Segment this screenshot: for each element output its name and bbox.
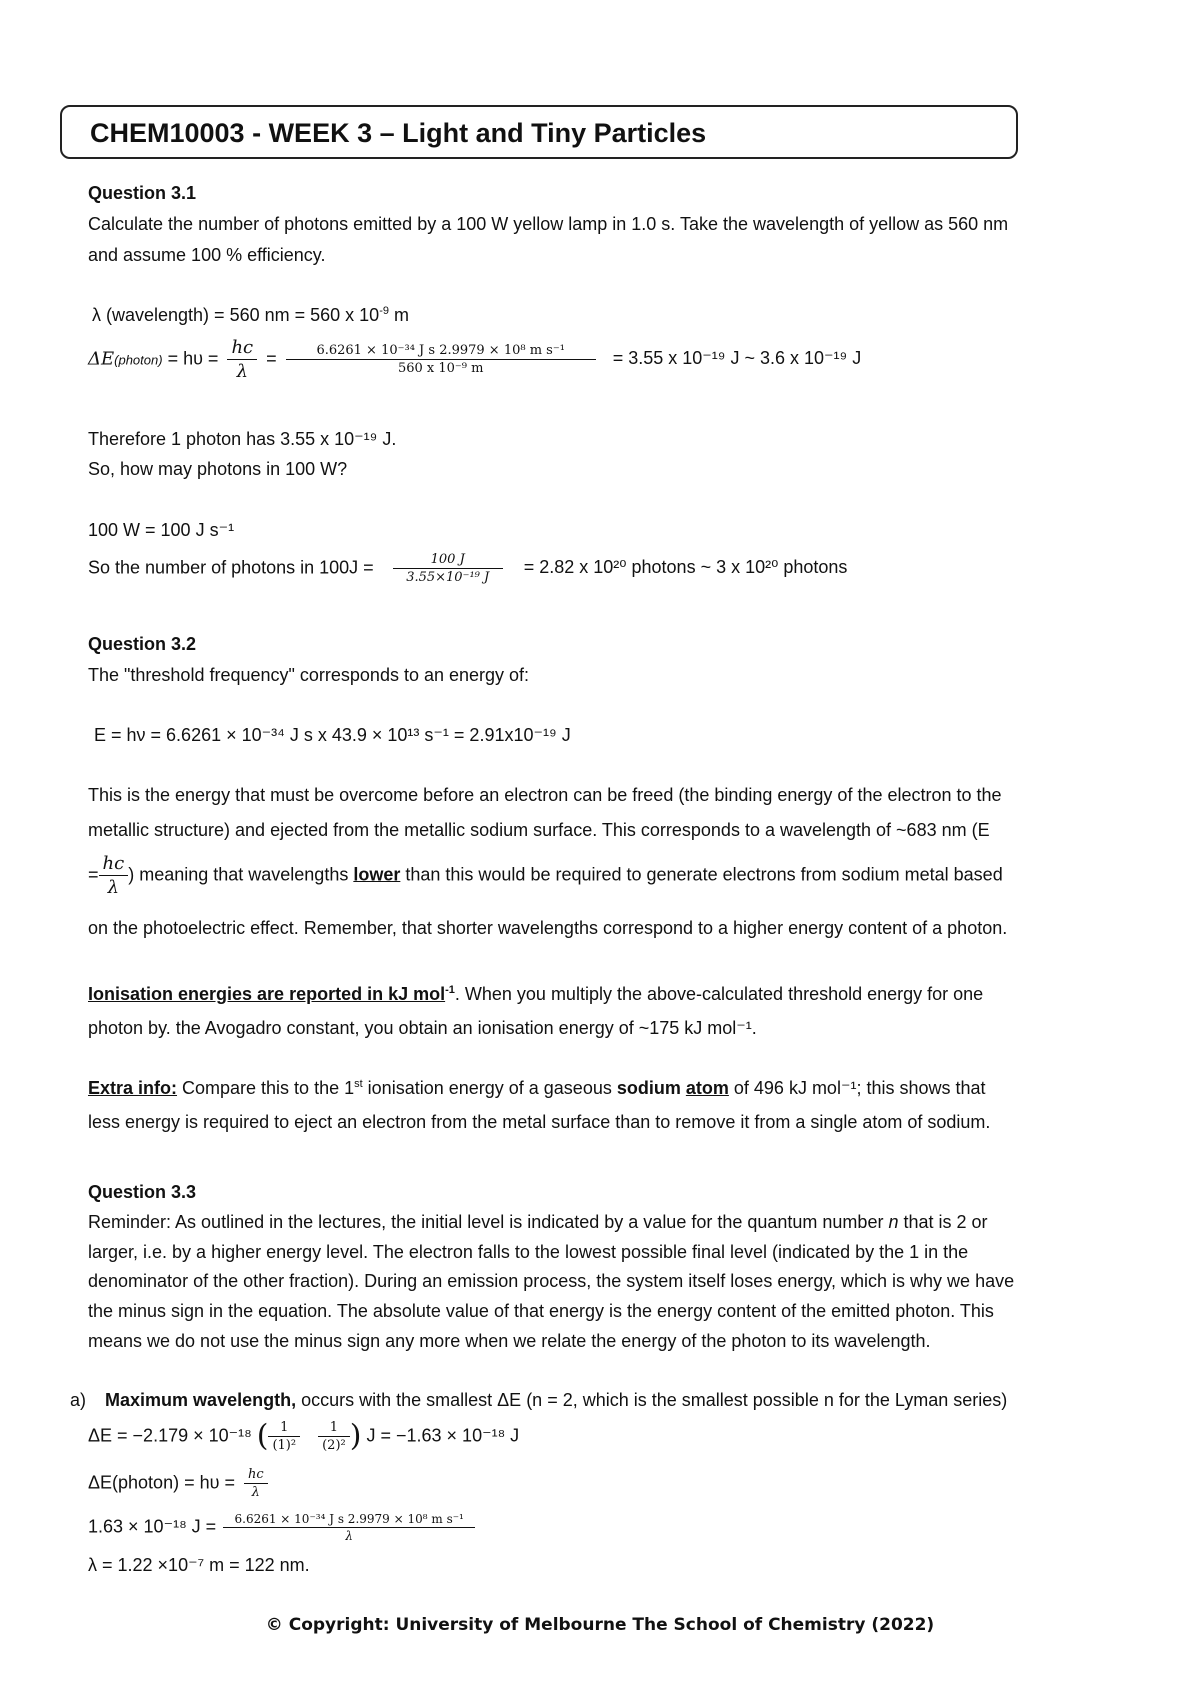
- q32-extra-label: Extra info:: [88, 1078, 178, 1098]
- q32-p3-b: ) meaning that wavelengths: [128, 864, 354, 885]
- q31-energy-equation: ΔE(photon) = hυ = $\frac{hc}{\lambda}$ = $\frac{\text{6.6261 × 10⁻³⁴ J s 2.9979 × 10⁸ m s⁻¹}}{\text{560 x 10⁻⁹ m}}$ = 3.55 x 10⁻¹⁹ J ~ 3.6 x 10⁻¹⁹ J: [88, 337, 862, 382]
- q33-f1-num: 1: [268, 1420, 300, 1437]
- q33-a-bold: Maximum wavelength,: [105, 1390, 297, 1410]
- q33-reminder-5: means we do not use the minus sign any more when we relate the energy of the photon to its wavelength.: [88, 1331, 931, 1351]
- question-3-2-heading: Question 3.2: [88, 634, 197, 654]
- q31-text-2: and assume 100 % efficiency.: [88, 245, 326, 265]
- q32-p3-eq: =: [88, 864, 99, 885]
- q32-extra-c: of 496 kJ mol⁻¹; this shows that: [728, 1078, 986, 1098]
- question-3-1-heading: Question 3.1: [88, 183, 197, 203]
- q31-number-num: 100 J: [393, 552, 503, 569]
- q32-ion-bold: Ionisation energies are reported in kJ mol: [88, 984, 446, 1004]
- q32-hc-fraction: [99, 853, 129, 898]
- q33-hc-den: λ: [251, 1485, 260, 1500]
- q33-energy-num: 6.6261 × 10⁻³⁴ J s 2.9979 × 10⁸ m s⁻¹: [223, 1512, 475, 1528]
- q32-hc-den: λ: [107, 877, 120, 898]
- q33-reminder-4: the minus sign in the equation. The absolute value of that energy is the energy content of the emitted photon. This: [88, 1301, 994, 1321]
- q31-de-sub: (photon): [114, 352, 163, 368]
- q32-hc-num: hc: [99, 853, 129, 876]
- q31-therefore: Therefore 1 photon has 3.55 x 10⁻¹⁹ J.: [88, 429, 397, 449]
- q33-a-label: a): [70, 1390, 87, 1410]
- q32-p3-c: than this would be required to generate electrons from sodium metal based: [400, 864, 1003, 885]
- q33-r1n: n: [888, 1212, 899, 1232]
- q33-de-eq1: ΔE = −2.179 × 10⁻¹⁸: [88, 1425, 252, 1446]
- q33-hc-fraction: [244, 1467, 268, 1500]
- q33-a-rest: occurs with the smallest ΔE (n = 2, which is the smallest possible n for the Lyman series): [296, 1390, 1008, 1410]
- q33-f2-den: (2)²: [322, 1438, 346, 1453]
- q31-number-den: 3.55×10⁻¹⁹ J: [406, 570, 490, 585]
- title-box: [60, 105, 1018, 159]
- q32-lower: lower: [353, 864, 401, 885]
- q32-extra-a: Compare this to the 1: [177, 1078, 355, 1098]
- q32-ionisation-line-2: photon by. the Avogadro constant, you obtain an ionisation energy of ~175 kJ mol⁻¹.: [88, 1018, 757, 1038]
- q33-lambda-result: λ = 1.22 ×10⁻⁷ m = 122 nm.: [88, 1555, 310, 1575]
- q33-de-equation: ΔE = −2.179 × 10⁻¹⁸ ( $\frac{1}{\text{(1)²}}$ $\frac{1}{\text{(2)²}}$ ) J = −1.63 × 10⁻¹⁸ J: [88, 1418, 520, 1454]
- q32-extra-st: st: [354, 1078, 363, 1090]
- q31-watt: 100 W = 100 J s⁻¹: [88, 520, 235, 540]
- q33-r1a: Reminder: As outlined in the lectures, the initial level is indicated by a value for the quantum number: [88, 1212, 889, 1232]
- question-3-3-heading: Question 3.3: [88, 1182, 197, 1202]
- q32-extra-b: ionisation energy of a gaseous: [362, 1078, 617, 1098]
- q33-r1b: that is 2 or: [898, 1212, 988, 1232]
- page-title: CHEM10003 - WEEK 3 – Light and Tiny Particles: [90, 118, 707, 148]
- q33-f2-num: 1: [318, 1420, 350, 1437]
- q33-photon-equation: [88, 1467, 272, 1500]
- q33-de-photon: ΔE(photon) = hυ =: [88, 1472, 235, 1493]
- q33-reminder-2: larger, i.e. by a higher energy level. The electron falls to the lowest possible final level (indicated by the 1 in the: [88, 1242, 969, 1262]
- q31-lambda-text: λ (wavelength) = 560 nm = 560 x 10: [92, 305, 380, 325]
- q33-hc-num: hc: [244, 1467, 268, 1484]
- q32-sodium: sodium: [616, 1078, 681, 1098]
- q32-paragraph-2: metallic structure) and ejected from the metallic sodium surface. This corresponds to a wavelength of ~683 nm (E: [88, 820, 990, 840]
- q31-so-how: So, how may photons in 100 W?: [88, 459, 348, 479]
- q32-atom: atom: [685, 1078, 729, 1098]
- q33-energy-label: 1.63 × 10⁻¹⁸ J =: [88, 1516, 217, 1537]
- q31-number-fraction: [393, 552, 503, 585]
- q31-hc-num: hc: [227, 337, 257, 360]
- q32-ion-sup: -1: [445, 984, 455, 996]
- q31-lambda-unit: m: [388, 305, 409, 325]
- q32-text-1: The "threshold frequency" corresponds to an energy of:: [88, 665, 530, 685]
- q31-lambda-line: [92, 305, 409, 326]
- q32-extra-line-2: less energy is required to eject an electron from the metal surface than to remove it from a single atom of sodium.: [88, 1112, 991, 1132]
- q32-paragraph-3: [88, 853, 1003, 898]
- q31-hc-fraction: [227, 337, 257, 382]
- q31-long-fraction: [286, 343, 596, 376]
- q33-energy-fraction: [223, 1512, 475, 1543]
- q33-reminder-3: denominator of the other fraction). During an emission process, the system itself loses energy, which is why we have: [88, 1271, 1015, 1291]
- q31-result: = 3.55 x 10⁻¹⁹ J ~ 3.6 x 10⁻¹⁹ J: [612, 348, 862, 369]
- q33-de-result: J = −1.63 × 10⁻¹⁸ J: [366, 1425, 520, 1446]
- q32-ion-rest: . When you multiply the above-calculated threshold energy for one: [454, 984, 984, 1004]
- q33-reminder-1: [88, 1212, 988, 1233]
- q31-number-result: = 2.82 x 10²⁰ photons ~ 3 x 10²⁰ photons: [523, 557, 848, 578]
- q31-long-num: 6.6261 × 10⁻³⁴ J s 2.9979 × 10⁸ m s⁻¹: [286, 343, 596, 360]
- q32-extra-line-1: [88, 1078, 986, 1099]
- q33-energy-equation: [88, 1512, 479, 1543]
- q31-text-1: Calculate the number of photons emitted by a 100 W yellow lamp in 1.0 s. Take the wavelength of yellow as 560 nm: [88, 214, 1009, 234]
- q31-number-equation: [88, 552, 847, 585]
- q32-ionisation-line-1: [88, 984, 983, 1005]
- q33-energy-den: λ: [345, 1529, 353, 1543]
- q32-energy-equation: E = hν = 6.6261 × 10⁻³⁴ J s x 43.9 × 10¹³ s⁻¹ = 2.91x10⁻¹⁹ J: [94, 725, 571, 745]
- q31-de-eq: = hυ =: [162, 348, 224, 369]
- q31-hc-den: λ: [236, 361, 248, 382]
- q33-fraction-1: [268, 1420, 300, 1453]
- q32-paragraph-1: This is the energy that must be overcome before an electron can be freed (the binding energy of the electron to the: [88, 785, 1002, 805]
- q31-long-den: 560 x 10⁻⁹ m: [397, 361, 484, 376]
- q33-fraction-2: [318, 1420, 350, 1453]
- q33-part-a: [70, 1390, 1007, 1411]
- q33-f1-den: (1)²: [272, 1438, 297, 1453]
- q31-number-label: So the number of photons in 100J =: [88, 557, 374, 578]
- q32-paragraph-4: on the photoelectric effect. Remember, that shorter wavelengths correspond to a higher energy content of a photon.: [88, 918, 1008, 938]
- copyright-footer: © Copyright: University of Melbourne The School of Chemistry (2022): [265, 1615, 935, 1635]
- q31-de-label: ΔE: [88, 348, 115, 370]
- q31-lambda-exp: -9: [379, 305, 389, 317]
